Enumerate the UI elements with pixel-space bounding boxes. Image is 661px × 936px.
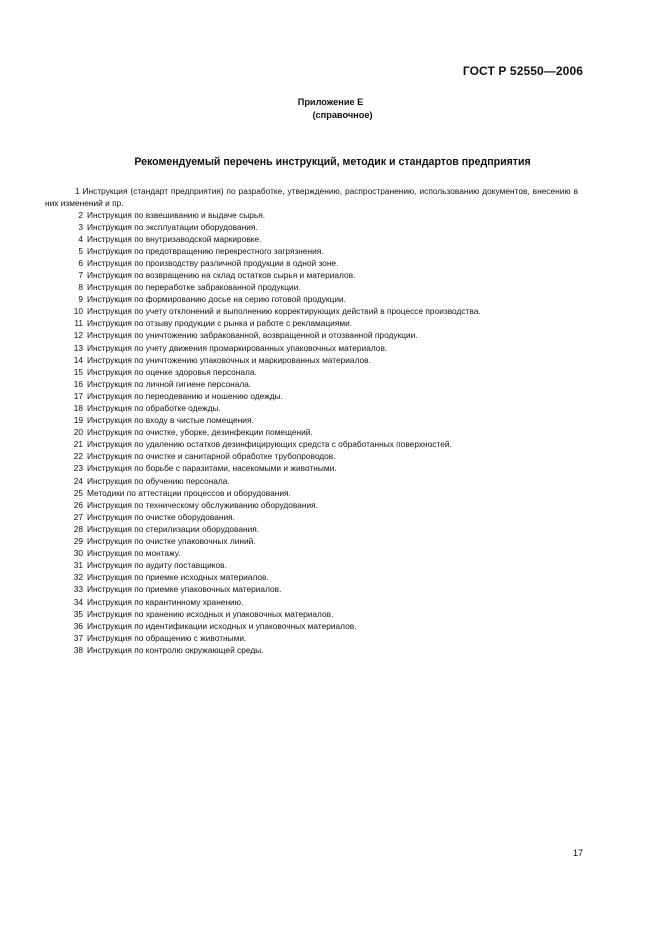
item-number: 31 [73, 560, 83, 571]
item-number: 9 [78, 294, 83, 305]
list-item [45, 535, 578, 547]
item-number: 30 [73, 548, 83, 559]
item-text: Инструкция по личной гигиене персонала. [87, 378, 252, 389]
appendix-title: Рекомендуемый перечень инструкций, методик и стандартов предприятия [134, 156, 531, 168]
item-number: 21 [73, 439, 83, 450]
item-text: Инструкция по внутризаводской маркировке. [87, 233, 262, 244]
item-number: 4 [78, 233, 83, 244]
item-text: Инструкция по предотвращению перекрестного загрязнения. [87, 245, 324, 256]
list-item [45, 233, 578, 245]
item-number: 14 [73, 354, 83, 365]
item-text: Инструкция по аудиту поставщиков. [87, 560, 227, 571]
list-item [45, 209, 578, 221]
item-text: Инструкция по очистке, уборке, дезинфекции помещений. [87, 427, 313, 438]
list-item [45, 523, 578, 535]
item-number: 33 [73, 584, 83, 595]
list-item [45, 438, 578, 450]
item-number: 32 [73, 572, 83, 583]
item-number: 10 [73, 306, 83, 317]
item-text: Инструкция по стерилизации оборудования. [87, 523, 260, 534]
item-number: 20 [73, 427, 83, 438]
item-text: Инструкция по борьбе с паразитами, насекомыми и животными. [87, 463, 337, 474]
item-text: Инструкция по учету движения промаркированных упаковочных материалов. [87, 342, 388, 353]
item-text: Инструкция по удалению остатков дезинфицирующих средств с обработанных поверхностей. [87, 439, 452, 450]
item-text: Инструкция по обработке одежды. [87, 403, 221, 413]
item-number: 19 [73, 415, 83, 426]
item-text: Инструкция по приемке исходных материалов. [87, 572, 269, 583]
item-text: Инструкция по входу в чистые помещения. [87, 415, 254, 426]
list-item [45, 342, 578, 354]
item-number: 36 [73, 620, 83, 631]
item-number: 25 [73, 487, 83, 498]
list-item [45, 329, 578, 341]
item-text: Инструкция по отзыву продукции с рынка и работе с рекламациями. [87, 318, 353, 329]
item-text: Инструкция по контролю окружающей среды. [87, 644, 264, 655]
item-text: Инструкция по уничтожению упаковочных и маркированных материалов. [87, 354, 371, 365]
item-text: Инструкция по производству различной продукции в одной зоне. [87, 257, 339, 268]
item-text: Инструкция по монтажу. [87, 548, 181, 559]
item-text: Методики по аттестации процессов и оборудования. [87, 487, 291, 498]
item-number: 22 [73, 451, 83, 462]
item-text: Инструкция по учету отклонений и выполнению корректирующих действий в процессе производства. [87, 306, 481, 317]
item-text: Инструкция по взвешиванию и выдаче сырья. [87, 209, 266, 220]
item-text: Инструкция по обучению персонала. [87, 475, 230, 486]
list-item [45, 571, 578, 583]
item-number: 27 [73, 511, 83, 522]
item-number: 15 [73, 366, 83, 377]
list-item [45, 257, 578, 269]
list-item [45, 499, 578, 511]
list-item [45, 511, 578, 523]
list-item [45, 354, 578, 366]
list-item [45, 632, 578, 644]
item-number: 16 [73, 378, 83, 389]
list-item [45, 390, 578, 402]
item-number: 12 [73, 330, 83, 341]
appendix-nature: (справочное) [312, 110, 373, 120]
item-text: Инструкция по идентификации исходных и упаковочных материалов. [87, 620, 357, 631]
item-text: Инструкция по обращению с животными. [87, 632, 247, 643]
item-number: 23 [73, 463, 83, 474]
item-text: Инструкция по возвращению на склад остатков сырья и материалов. [87, 269, 356, 280]
item-number: 18 [73, 403, 83, 413]
list-item [45, 293, 578, 305]
list-item [45, 426, 578, 438]
list-item [45, 414, 578, 426]
list-item [45, 608, 578, 620]
item-number: 11 [74, 318, 83, 329]
item-number: 3 [78, 221, 83, 232]
list-item [45, 475, 578, 487]
item-number: 8 [78, 282, 83, 293]
item-number: 38 [73, 644, 83, 655]
list-item [45, 462, 578, 474]
list-item [45, 317, 578, 329]
item-text: Инструкция по очистке оборудования. [87, 511, 235, 522]
list-item [45, 269, 578, 281]
list-item-intro [45, 185, 578, 209]
list-item [45, 450, 578, 462]
list-item [45, 402, 578, 414]
list-item [45, 245, 578, 257]
item-text: Инструкция по формированию досье на серию готовой продукции. [87, 294, 346, 305]
list-item [45, 583, 578, 595]
list-item [45, 378, 578, 390]
list-item [45, 281, 578, 293]
list-item [45, 366, 578, 378]
item-text: Инструкция по хранению исходных и упаковочных материалов. [87, 608, 334, 619]
list-item [45, 221, 578, 233]
list-item [45, 305, 578, 317]
item-text: Инструкция по оценке здоровья персонала. [87, 366, 257, 377]
appendix-label: Приложение Е [297, 97, 364, 107]
item-number: 37 [73, 632, 83, 643]
item-number: 1 [75, 186, 80, 196]
item-number: 7 [78, 269, 83, 280]
item-number: 35 [73, 608, 83, 619]
item-number: 5 [78, 245, 83, 256]
instruction-list [45, 209, 578, 656]
item-number: 17 [73, 390, 83, 401]
list-item [45, 559, 578, 571]
list-item [45, 620, 578, 632]
item-number: 28 [73, 523, 83, 534]
appendix-heading [0, 96, 661, 122]
list-item [45, 547, 578, 559]
item-text: Инструкция по очистке и санитарной обработке трубопроводов. [87, 451, 336, 462]
item-text: Инструкция (стандарт предприятия) по разработке, утверждению, распространению, использованию документов, внесению в них изменений и пр. [45, 186, 578, 209]
page-number: 17 [572, 848, 583, 858]
item-text: Инструкция по очистке упаковочных линий. [87, 536, 256, 547]
list-item [45, 644, 578, 656]
list-item [45, 487, 578, 499]
item-text: Инструкция по уничтожению забракованной, возвращенной и отозванной продукции. [87, 330, 418, 341]
item-text: Инструкция по карантинному хранению. [87, 596, 244, 607]
item-number: 2 [78, 209, 83, 220]
item-text: Инструкция по эксплуатации оборудования. [87, 221, 258, 232]
item-number: 34 [73, 596, 83, 607]
item-number: 24 [73, 475, 83, 486]
item-text: Инструкция по приемке упаковочных материалов. [87, 584, 282, 595]
item-number: 13 [73, 342, 83, 353]
item-text: Инструкция по переработке забракованной продукции. [87, 282, 301, 293]
item-number: 26 [73, 499, 83, 510]
item-number: 29 [73, 536, 83, 547]
item-number: 6 [78, 257, 83, 268]
gost-header: ГОСТ Р 52550—2006 [462, 64, 583, 78]
list-item [45, 596, 578, 608]
item-text: Инструкция по техническому обслуживанию оборудования. [87, 499, 319, 510]
item-text: Инструкция по переодеванию и ношению одежды. [87, 390, 283, 401]
